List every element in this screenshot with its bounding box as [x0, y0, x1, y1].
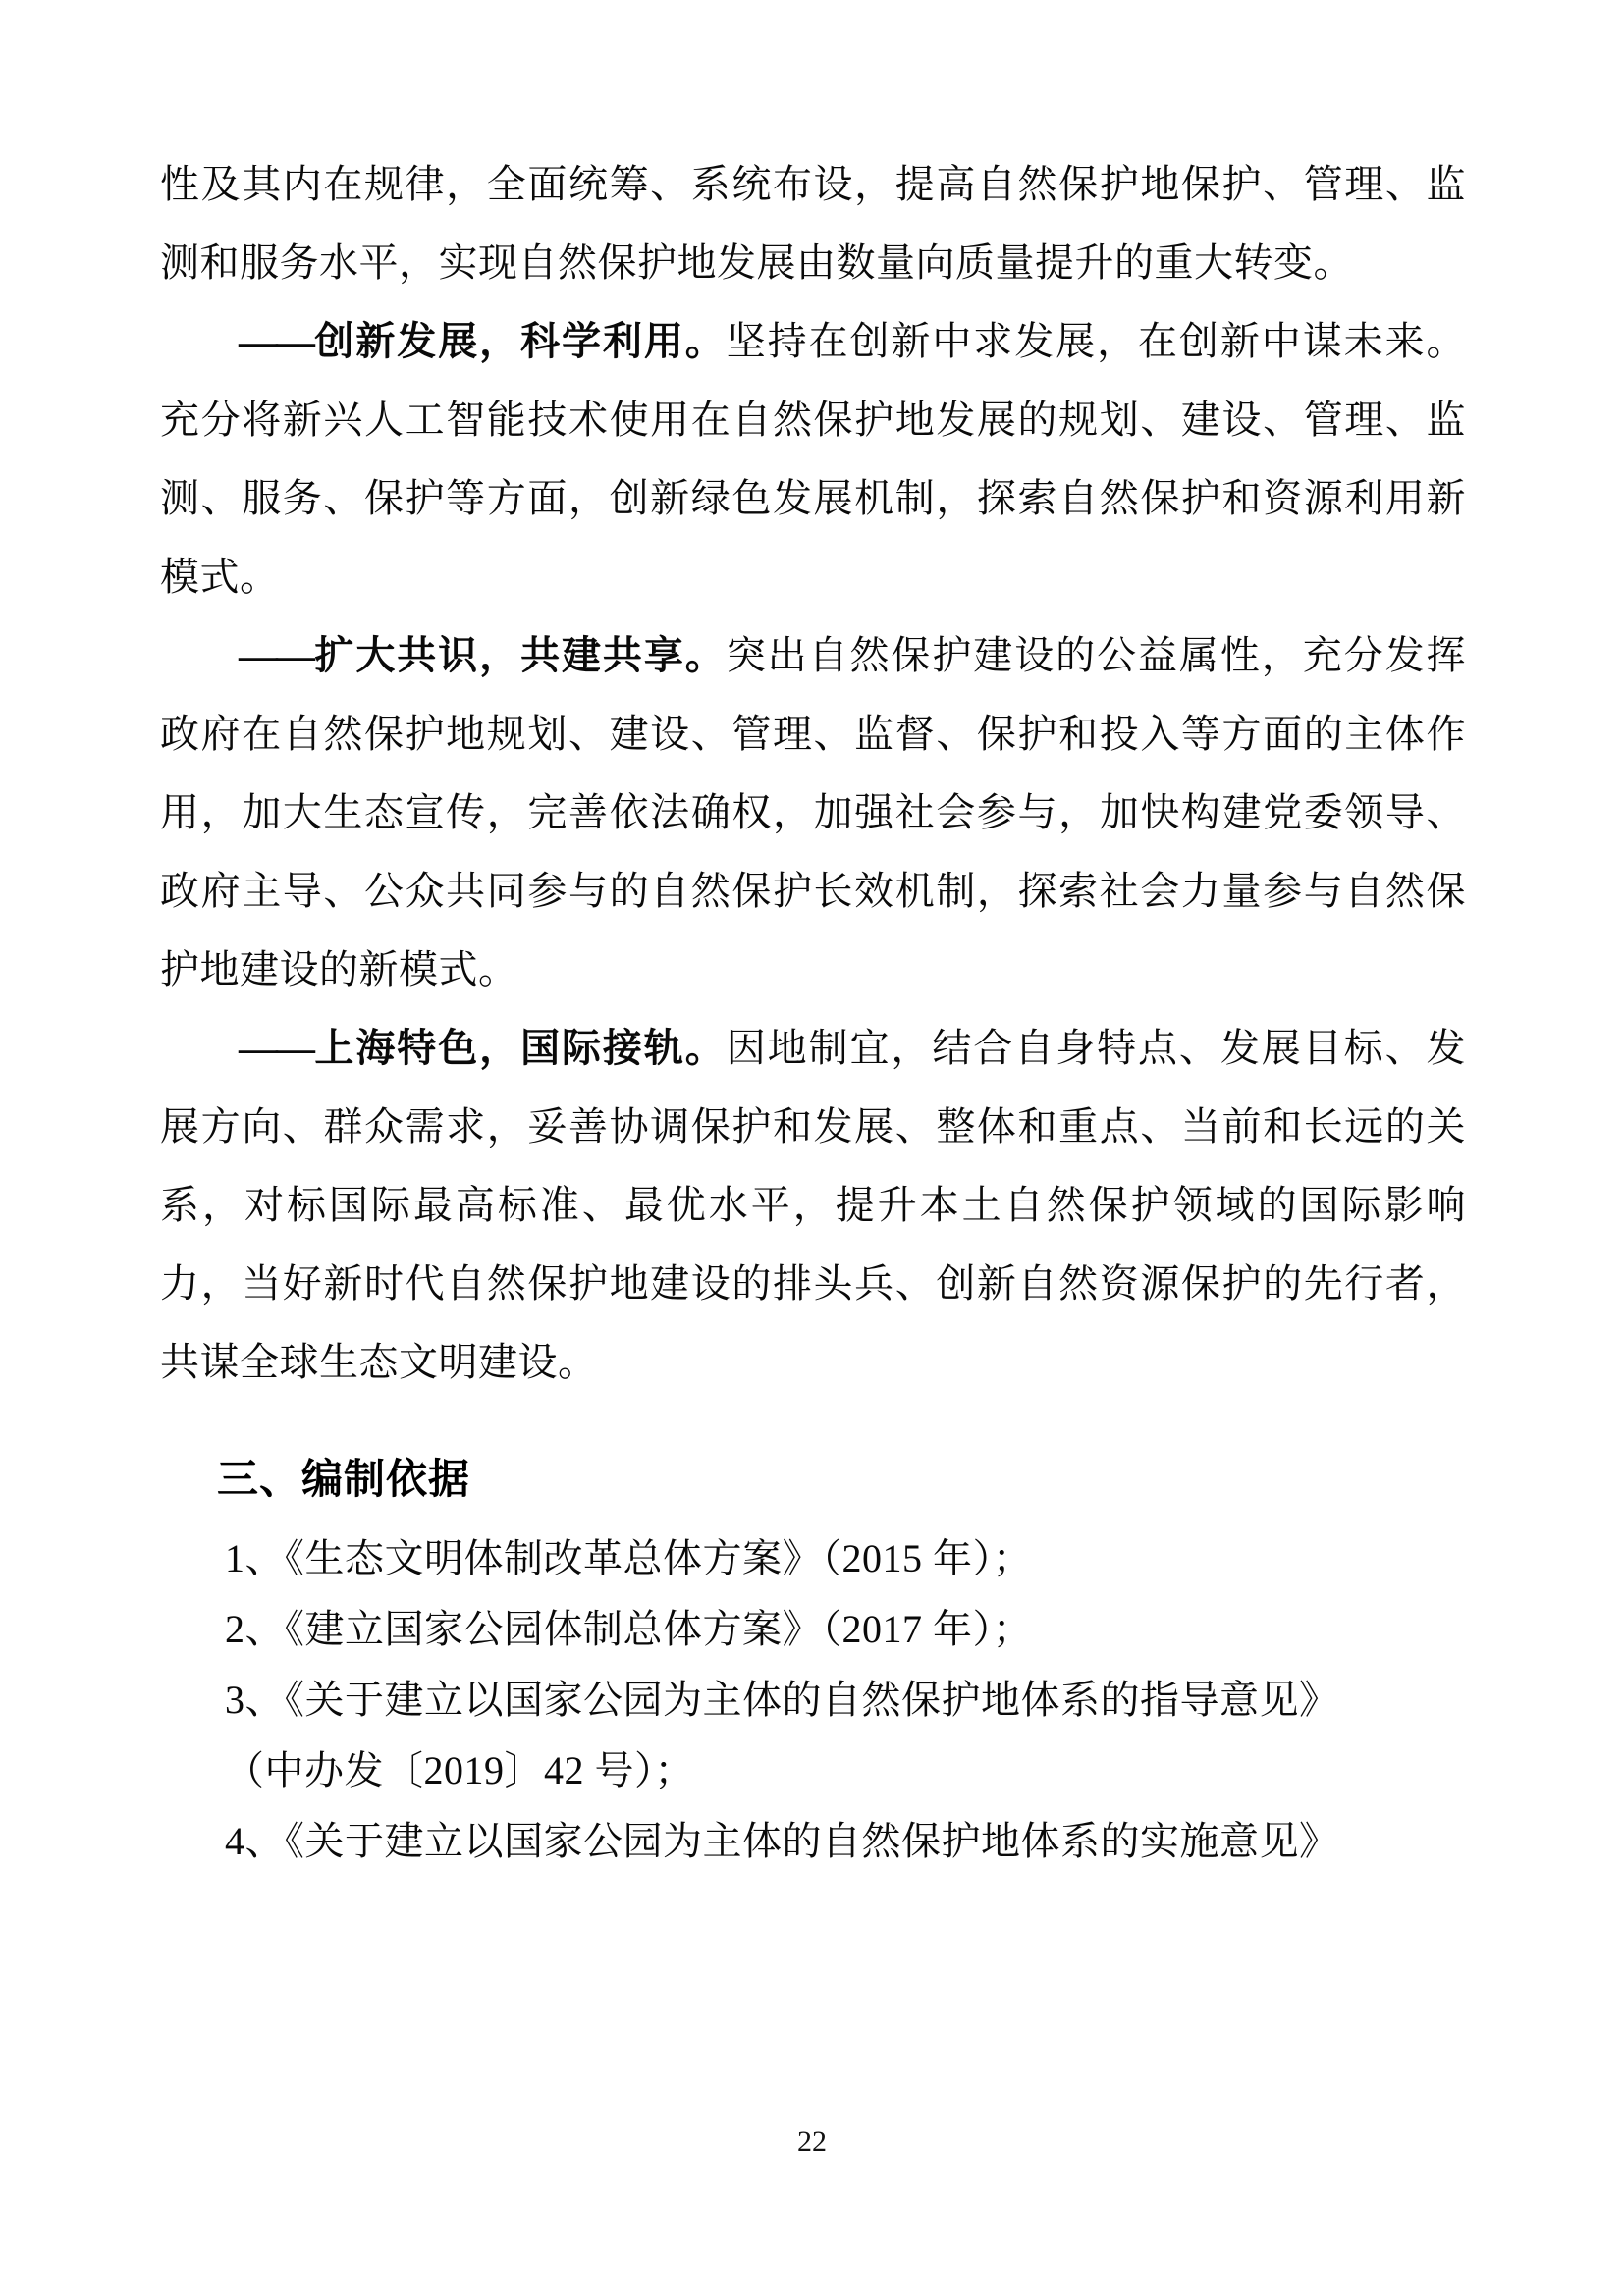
- paragraph-innovation: [160, 302, 1466, 616]
- em-dash-marker: ——: [239, 633, 313, 677]
- list-item: 1、《生态文明体制改革总体方案》（2015 年）；: [225, 1536, 1033, 1580]
- paragraph-lead-consensus: 扩大共识，共建共享。: [313, 633, 727, 677]
- paragraph-consensus: [160, 616, 1466, 1009]
- paragraph-continuation: 性及其内在规律，全面统筹、系统布设，提高自然保护地保护、管理、监测和服务水平，实现自然保护地发展由数量向质量提升的重大转变。: [160, 162, 1466, 285]
- paragraph-lead-shanghai: 上海特色，国际接轨。: [313, 1026, 727, 1070]
- vertical-spacer: [160, 1402, 1466, 1408]
- list-item-continuation: （中办发〔2019〕42 号）；: [225, 1748, 694, 1792]
- list-item: 4、《关于建立以国家公园为主体的自然保护地体系的实施意见》: [225, 1819, 1339, 1863]
- section-heading-basis: 三、编制依据: [217, 1458, 471, 1503]
- page-content: [160, 145, 1466, 1877]
- list-item: 3、《关于建立以国家公园为主体的自然保护地体系的指导意见》: [225, 1678, 1339, 1722]
- page-number: 22: [797, 2125, 827, 2158]
- paragraph-body-consensus: 突出自然保护建设的公益属性，充分发挥政府在自然保护地规划、建设、管理、监督、保护和投入等方面的主体作用，加大生态宣传，完善依法确权，加强社会参与，加快构建党委领导、政府主导、公众共同参与的自然保护长效机制，探索社会力量参与自然保护地建设的新模式。: [160, 633, 1467, 991]
- em-dash-marker: ——: [239, 319, 313, 363]
- paragraph-shanghai: [160, 1009, 1466, 1402]
- paragraph-lead-innovation: 创新发展，科学利用。: [313, 319, 727, 363]
- list-item: 2、《建立国家公园体制总体方案》（2017 年）；: [225, 1607, 1033, 1651]
- em-dash-marker: ——: [239, 1026, 313, 1070]
- reference-list: [160, 1523, 1466, 1877]
- paragraph-body-shanghai: 因地制宜，结合自身特点、发展目标、发展方向、群众需求，妥善协调保护和发展、整体和重点、当前和长远的关系，对标国际最高标准、最优水平，提升本土自然保护领域的国际影响力，当好新时代自然保护地建设的排头兵、创新自然资源保护的先行者，共谋全球生态文明建设。: [160, 1026, 1467, 1384]
- paragraph-body-innovation: 坚持在创新中求发展，在创新中谋未来。充分将新兴人工智能技术使用在自然保护地发展的规划、建设、管理、监测、服务、保护等方面，创新绿色发展机制，探索自然保护和资源利用新模式。: [160, 319, 1467, 599]
